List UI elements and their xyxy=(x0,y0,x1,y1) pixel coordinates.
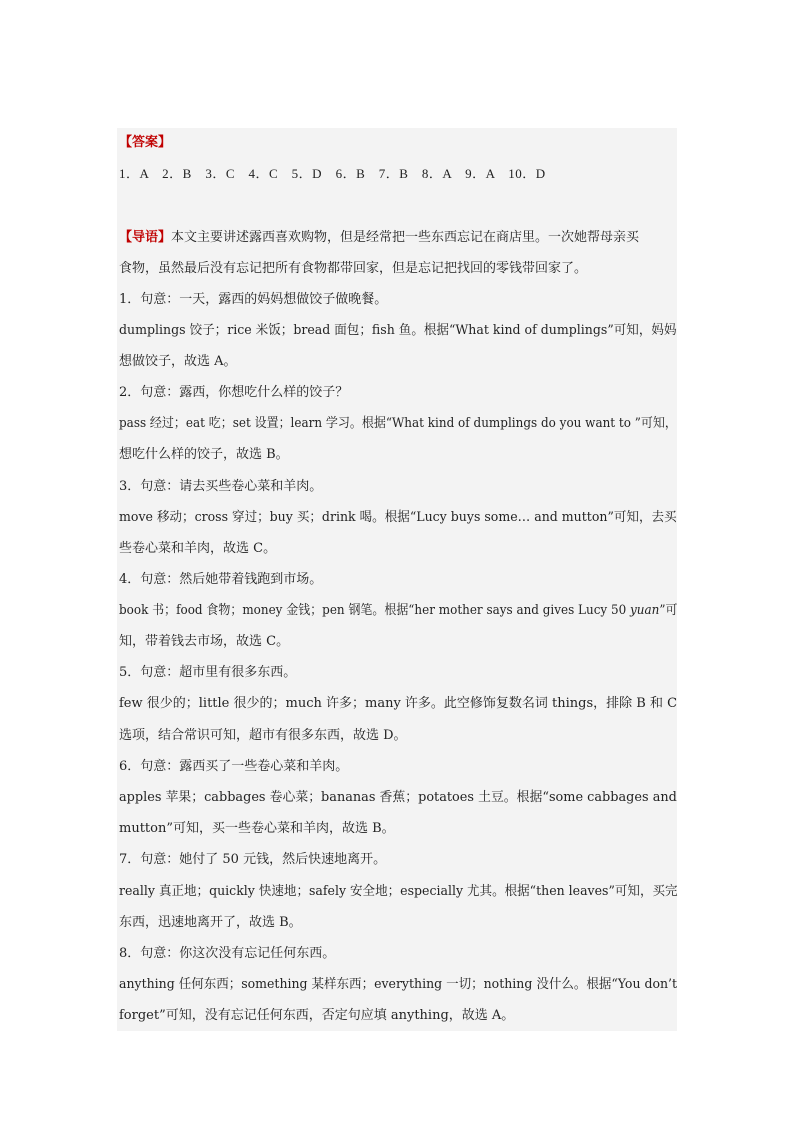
item-4-explanation-end: ”可 xyxy=(659,603,678,618)
item-6-conclusion: mutton”可知，买一些卷心菜和羊肉，故选 B。 xyxy=(119,821,395,836)
answer-key-line: 1．A 2．B 3．C 4．C 5．D 6．B 7．B 8．A 9．A 10．D xyxy=(119,166,546,181)
item-1-conclusion: 想做饺子，故选 A。 xyxy=(119,354,237,369)
item-2-title: 2．句意：露西，你想吃什么样的饺子？ xyxy=(119,385,349,400)
item-4-explanation-text: book 书；food 食物；money 金钱；pen 钢笔。根据“her mother says and gives Lucy 50 xyxy=(119,603,631,618)
item-7-explanation: really 真正地；quickly 快速地；safely 安全地；especially 尤其。根据“then leaves”可知，买完 xyxy=(119,884,678,899)
item-3-conclusion: 些卷心菜和羊肉，故选 C。 xyxy=(119,541,277,556)
item-2-conclusion: 想吃什么样的饺子，故选 B。 xyxy=(119,447,289,462)
item-1-explanation: dumplings 饺子；rice 米饭；bread 面包；fish 鱼。根据“What kind of dumplings”可知，妈妈 xyxy=(119,323,677,338)
item-1-title: 1．句意：一天，露西的妈妈想做饺子做晚餐。 xyxy=(119,292,388,307)
item-4-title: 4．句意：然后她带着钱跑到市场。 xyxy=(119,572,323,587)
item-5-title: 5．句意：超市里有很多东西。 xyxy=(119,665,297,680)
guide-tag: 【导语】 xyxy=(119,230,172,245)
item-4-explanation xyxy=(119,602,677,620)
item-2-explanation: pass 经过；eat 吃；set 设置；learn 学习。根据“What kind of dumplings do you want to ”可知， xyxy=(119,416,677,431)
item-4-yuan: yuan xyxy=(630,603,660,618)
item-3-title: 3．句意：请去买些卷心菜和羊肉。 xyxy=(119,479,323,494)
item-5-conclusion: 选项，结合常识可知，超市有很多东西，故选 D。 xyxy=(119,728,407,743)
guide-paragraph-line-1 xyxy=(119,229,639,247)
answer-heading: 【答案】 xyxy=(119,135,172,150)
item-3-explanation: move 移动；cross 穿过；buy 买；drink 喝。根据“Lucy buys some… and mutton”可知，去买 xyxy=(119,510,677,525)
item-8-explanation: anything 任何东西；something 某样东西；everything 一切；nothing 没什么。根据“You don’t xyxy=(119,977,678,992)
item-8-conclusion: forget”可知，没有忘记任何东西，否定句应填 anything，故选 A。 xyxy=(119,1008,515,1023)
item-7-title: 7．句意：她付了 50 元钱，然后快速地离开。 xyxy=(119,852,387,867)
item-7-conclusion: 东西，迅速地离开了，故选 B。 xyxy=(119,915,302,930)
item-8-title: 8．句意：你这次没有忘记任何东西。 xyxy=(119,946,336,961)
guide-paragraph-line-2: 食物，虽然最后没有忘记把所有食物都带回家，但是忘记把找回的零钱带回家了。 xyxy=(119,261,588,276)
item-4-conclusion: 知，带着钱去市场，故选 C。 xyxy=(119,634,290,649)
item-6-explanation: apples 苹果；cabbages 卷心菜；bananas 香蕉；potatoes 土豆。根据“some cabbages and xyxy=(119,790,677,805)
item-6-title: 6．句意：露西买了一些卷心菜和羊肉。 xyxy=(119,759,349,774)
item-5-explanation: few 很少的；little 很少的；much 许多；many 许多。此空修饰复数名词 things，排除 B 和 C xyxy=(119,696,678,711)
guide-text: 本文主要讲述露西喜欢购物，但是经常把一些东西忘记在商店里。一次她帮母亲买 xyxy=(171,230,640,245)
